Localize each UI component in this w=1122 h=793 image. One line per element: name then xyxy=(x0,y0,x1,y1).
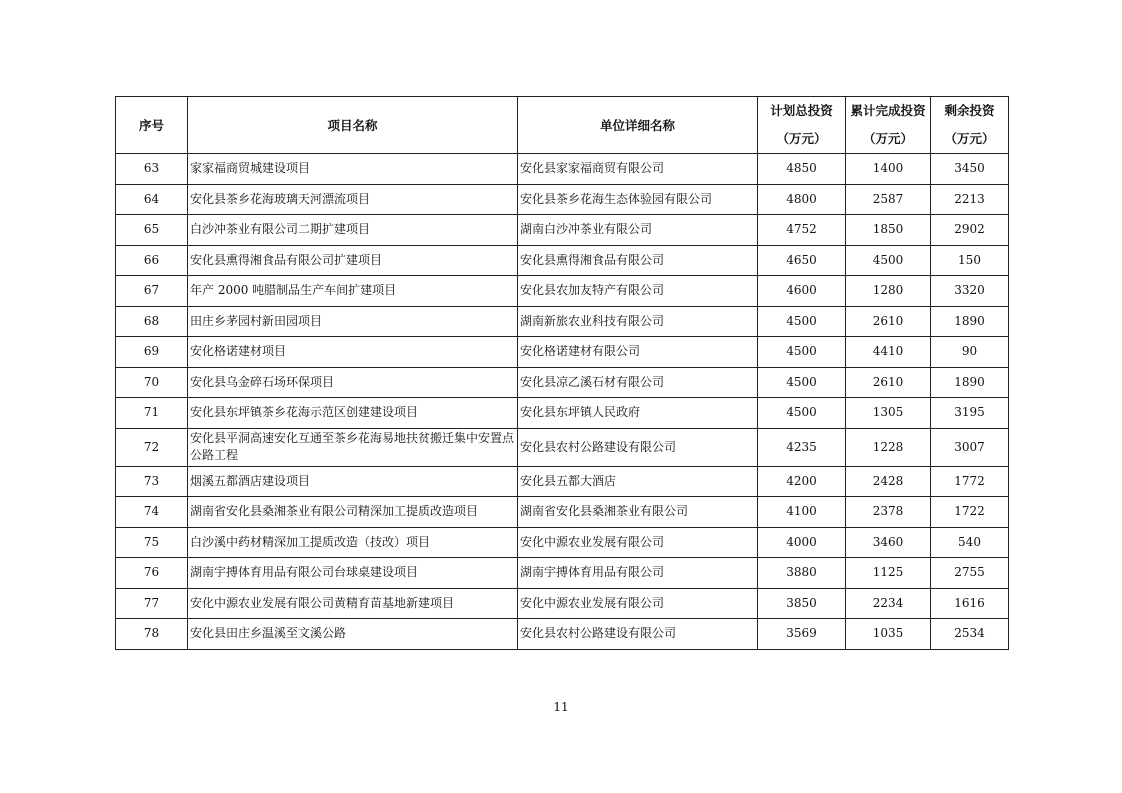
cell-completed: 1400 xyxy=(846,154,931,185)
table-row xyxy=(116,619,1009,650)
table-row xyxy=(116,588,1009,619)
table-row xyxy=(116,184,1009,215)
cell-unit: 安化县茶乡花海生态体验园有限公司 xyxy=(518,184,758,215)
cell-no: 72 xyxy=(116,428,188,466)
cell-unit: 安化格诺建材有限公司 xyxy=(518,337,758,368)
cell-unit: 安化中源农业发展有限公司 xyxy=(518,588,758,619)
header-completed: 累计完成投资（万元） xyxy=(846,97,931,154)
cell-no: 69 xyxy=(116,337,188,368)
table-row xyxy=(116,154,1009,185)
cell-planned: 4800 xyxy=(758,184,846,215)
cell-no: 73 xyxy=(116,466,188,497)
cell-project: 湖南省安化县桑湘茶业有限公司精深加工提质改造项目 xyxy=(188,497,518,528)
cell-project: 白沙冲茶业有限公司二期扩建项目 xyxy=(188,215,518,246)
cell-unit: 安化中源农业发展有限公司 xyxy=(518,527,758,558)
cell-planned: 4500 xyxy=(758,398,846,429)
cell-remaining: 3450 xyxy=(931,154,1009,185)
cell-planned: 3850 xyxy=(758,588,846,619)
cell-project: 安化中源农业发展有限公司黄精育苗基地新建项目 xyxy=(188,588,518,619)
cell-completed: 1035 xyxy=(846,619,931,650)
cell-no: 74 xyxy=(116,497,188,528)
cell-completed: 2378 xyxy=(846,497,931,528)
cell-remaining: 3007 xyxy=(931,428,1009,466)
cell-project: 安化格诺建材项目 xyxy=(188,337,518,368)
cell-project: 安化县熏得湘食品有限公司扩建项目 xyxy=(188,245,518,276)
table-row xyxy=(116,558,1009,589)
table-row xyxy=(116,276,1009,307)
cell-remaining: 1890 xyxy=(931,306,1009,337)
cell-unit: 湖南白沙冲茶业有限公司 xyxy=(518,215,758,246)
cell-remaining: 3195 xyxy=(931,398,1009,429)
table-header-row xyxy=(116,97,1009,154)
cell-unit: 湖南新旅农业科技有限公司 xyxy=(518,306,758,337)
cell-project: 安化县茶乡花海玻璃天河漂流项目 xyxy=(188,184,518,215)
cell-remaining: 540 xyxy=(931,527,1009,558)
cell-project: 安化县田庄乡温溪至文溪公路 xyxy=(188,619,518,650)
cell-unit: 安化县农加友特产有限公司 xyxy=(518,276,758,307)
cell-unit: 湖南宇搏体育用品有限公司 xyxy=(518,558,758,589)
cell-completed: 3460 xyxy=(846,527,931,558)
cell-completed: 2587 xyxy=(846,184,931,215)
cell-planned: 3569 xyxy=(758,619,846,650)
cell-project: 白沙溪中药材精深加工提质改造（技改）项目 xyxy=(188,527,518,558)
table-row xyxy=(116,215,1009,246)
cell-remaining: 1616 xyxy=(931,588,1009,619)
cell-planned: 4235 xyxy=(758,428,846,466)
cell-completed: 4410 xyxy=(846,337,931,368)
cell-project: 田庄乡茅园村新田园项目 xyxy=(188,306,518,337)
table-row xyxy=(116,428,1009,466)
cell-no: 78 xyxy=(116,619,188,650)
cell-unit: 安化县五都大酒店 xyxy=(518,466,758,497)
cell-project: 安化县东坪镇茶乡花海示范区创建建设项目 xyxy=(188,398,518,429)
cell-unit: 安化县凉乙溪石材有限公司 xyxy=(518,367,758,398)
cell-no: 76 xyxy=(116,558,188,589)
cell-remaining: 150 xyxy=(931,245,1009,276)
cell-project: 烟溪五都酒店建设项目 xyxy=(188,466,518,497)
cell-project: 安化县平洞高速安化互通至茶乡花海易地扶贫搬迁集中安置点公路工程 xyxy=(188,428,518,466)
cell-completed: 1280 xyxy=(846,276,931,307)
cell-no: 71 xyxy=(116,398,188,429)
cell-remaining: 1722 xyxy=(931,497,1009,528)
cell-no: 77 xyxy=(116,588,188,619)
cell-planned: 4850 xyxy=(758,154,846,185)
table-row xyxy=(116,466,1009,497)
cell-planned: 4200 xyxy=(758,466,846,497)
cell-completed: 1125 xyxy=(846,558,931,589)
cell-project: 家家福商贸城建设项目 xyxy=(188,154,518,185)
header-remaining: 剩余投资（万元） xyxy=(931,97,1009,154)
cell-no: 67 xyxy=(116,276,188,307)
cell-planned: 4000 xyxy=(758,527,846,558)
cell-unit: 湖南省安化县桑湘茶业有限公司 xyxy=(518,497,758,528)
cell-planned: 4600 xyxy=(758,276,846,307)
table-body xyxy=(116,154,1009,650)
header-no: 序号 xyxy=(116,97,188,154)
cell-remaining: 2213 xyxy=(931,184,1009,215)
cell-completed: 2610 xyxy=(846,306,931,337)
cell-completed: 1228 xyxy=(846,428,931,466)
cell-remaining: 90 xyxy=(931,337,1009,368)
cell-no: 70 xyxy=(116,367,188,398)
cell-unit: 安化县家家福商贸有限公司 xyxy=(518,154,758,185)
cell-planned: 4752 xyxy=(758,215,846,246)
cell-remaining: 2534 xyxy=(931,619,1009,650)
cell-unit: 安化县农村公路建设有限公司 xyxy=(518,619,758,650)
table-row xyxy=(116,337,1009,368)
cell-completed: 1305 xyxy=(846,398,931,429)
investment-table xyxy=(115,96,1009,650)
cell-planned: 4500 xyxy=(758,337,846,368)
cell-no: 65 xyxy=(116,215,188,246)
cell-planned: 4650 xyxy=(758,245,846,276)
cell-unit: 安化县东坪镇人民政府 xyxy=(518,398,758,429)
cell-no: 68 xyxy=(116,306,188,337)
page-number: 11 xyxy=(553,700,569,714)
cell-no: 64 xyxy=(116,184,188,215)
cell-remaining: 2902 xyxy=(931,215,1009,246)
cell-remaining: 1890 xyxy=(931,367,1009,398)
cell-planned: 4500 xyxy=(758,306,846,337)
table-row xyxy=(116,398,1009,429)
cell-remaining: 3320 xyxy=(931,276,1009,307)
cell-unit: 安化县熏得湘食品有限公司 xyxy=(518,245,758,276)
cell-no: 63 xyxy=(116,154,188,185)
cell-completed: 2428 xyxy=(846,466,931,497)
table-row xyxy=(116,497,1009,528)
header-unit: 单位详细名称 xyxy=(518,97,758,154)
cell-completed: 2610 xyxy=(846,367,931,398)
cell-planned: 4500 xyxy=(758,367,846,398)
cell-no: 66 xyxy=(116,245,188,276)
cell-completed: 2234 xyxy=(846,588,931,619)
cell-project: 安化县乌金碎石场环保项目 xyxy=(188,367,518,398)
cell-project: 年产 2000 吨腊制品生产车间扩建项目 xyxy=(188,276,518,307)
cell-planned: 4100 xyxy=(758,497,846,528)
cell-completed: 4500 xyxy=(846,245,931,276)
table-row xyxy=(116,245,1009,276)
cell-remaining: 1772 xyxy=(931,466,1009,497)
cell-planned: 3880 xyxy=(758,558,846,589)
cell-unit: 安化县农村公路建设有限公司 xyxy=(518,428,758,466)
header-project: 项目名称 xyxy=(188,97,518,154)
cell-project: 湖南宇搏体育用品有限公司台球桌建设项目 xyxy=(188,558,518,589)
cell-no: 75 xyxy=(116,527,188,558)
cell-completed: 1850 xyxy=(846,215,931,246)
table-row xyxy=(116,367,1009,398)
cell-remaining: 2755 xyxy=(931,558,1009,589)
table-row xyxy=(116,527,1009,558)
header-planned: 计划总投资（万元） xyxy=(758,97,846,154)
table-row xyxy=(116,306,1009,337)
